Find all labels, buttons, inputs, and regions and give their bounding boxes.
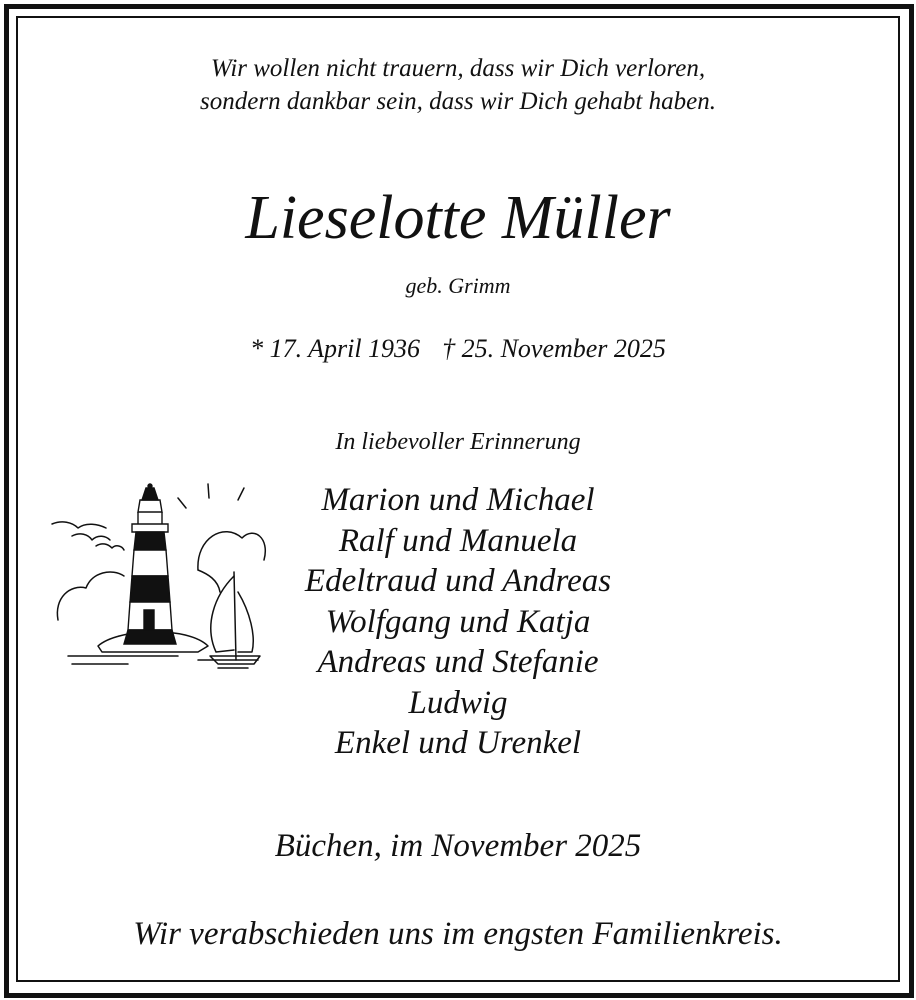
mourner-4: Wolfgang und Katja xyxy=(325,603,591,640)
mourner-5: Andreas und Stefanie xyxy=(317,644,599,680)
mourner-1: Marion und Michael xyxy=(321,482,595,518)
birth-name: geb. Grimm xyxy=(405,273,511,298)
lighthouse-icon xyxy=(48,480,270,672)
verse-line-1: Wir wollen nicht trauern, dass wir Dich verloren, xyxy=(210,55,706,82)
mourner-2: Ralf und Manuela xyxy=(338,522,578,559)
mourners-list xyxy=(258,480,658,764)
life-dates xyxy=(0,334,916,364)
memory-line: In liebevoller Erinnerung xyxy=(335,429,581,455)
mourner-7: Enkel und Urenkel xyxy=(334,725,582,761)
birth-date: * 17. April 1936 xyxy=(250,334,421,363)
death-date: † 25. November 2025 xyxy=(442,334,666,363)
verse-line-2: sondern dankbar sein, dass wir Dich gehabt haben. xyxy=(200,88,716,115)
closing-note: Wir verabschieden uns im engsten Familienkreis. xyxy=(133,916,783,952)
mourner-6: Ludwig xyxy=(408,684,508,721)
place-date: Büchen, im November 2025 xyxy=(274,828,642,864)
deceased-name: Lieselotte Müller xyxy=(245,184,671,252)
mourner-3: Edeltraud und Andreas xyxy=(304,563,612,599)
